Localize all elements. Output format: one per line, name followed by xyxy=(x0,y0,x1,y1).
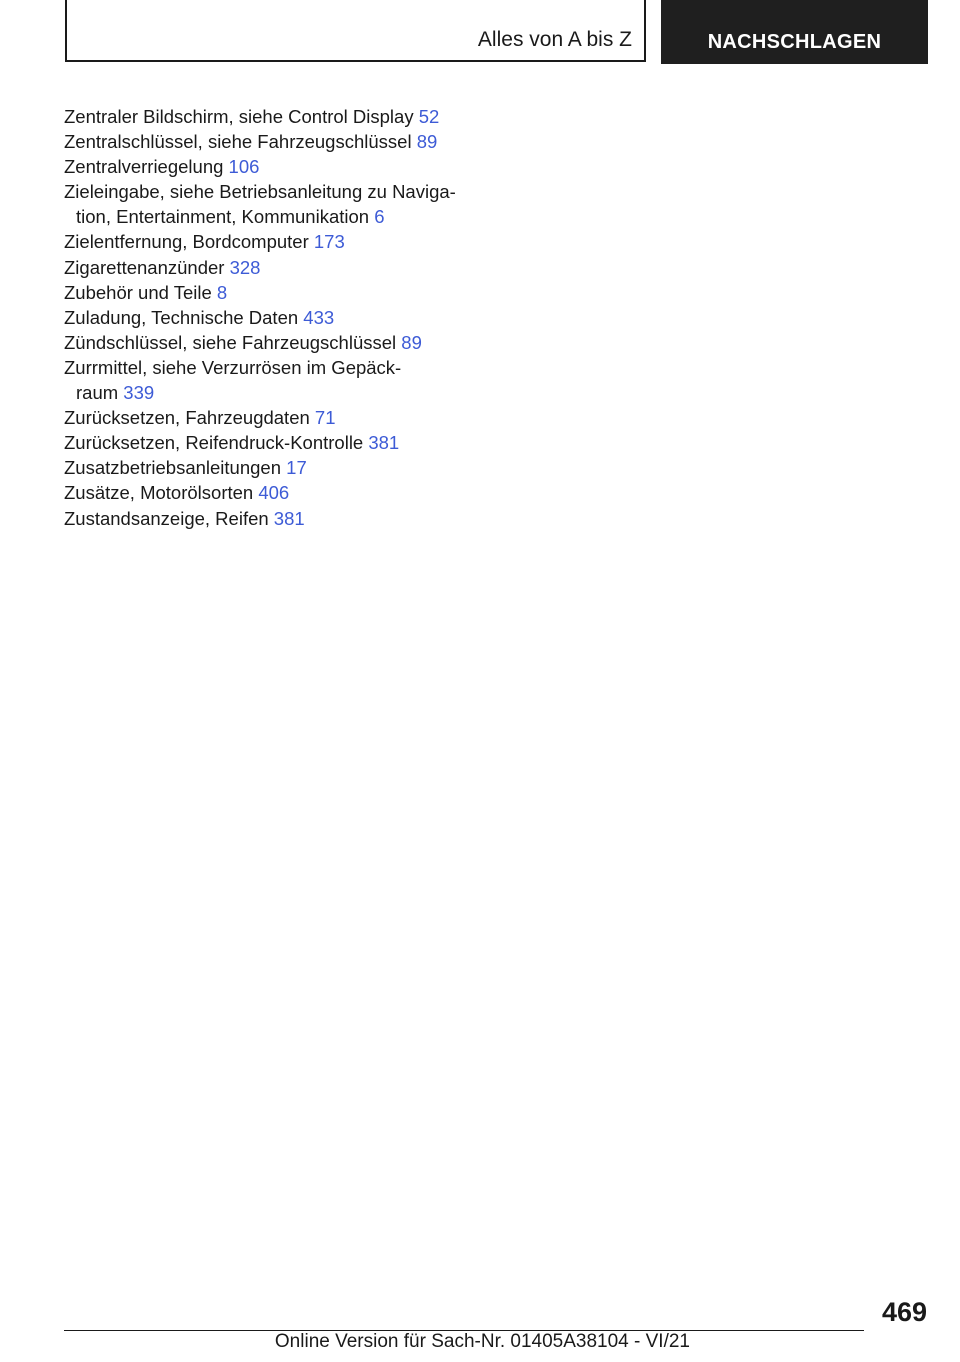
index-entry xyxy=(64,455,484,480)
index-entry-text: Zubehör und Teile xyxy=(64,281,212,303)
index-entry-continuation xyxy=(64,204,484,229)
index-entry-text: Zielentfernung, Bordcomputer xyxy=(64,231,309,253)
page-reference-link[interactable]: 89 xyxy=(416,131,438,153)
index-entry xyxy=(64,129,484,154)
index-entry xyxy=(64,405,484,430)
page-reference-link[interactable]: 328 xyxy=(229,256,261,278)
index-entry-text: Zigarettenanzünder xyxy=(64,256,225,278)
page-reference-link[interactable]: 381 xyxy=(273,507,305,529)
page-reference-link[interactable]: 433 xyxy=(303,306,335,328)
index-entry xyxy=(64,104,484,129)
chapter-tab-label: NACHSCHLAGEN xyxy=(707,31,882,53)
page-number: 469 xyxy=(881,1297,927,1327)
page-reference-link[interactable]: 8 xyxy=(216,281,228,303)
page-reference-link[interactable]: 89 xyxy=(401,331,422,353)
index-entry-text: Zusatzbetriebsanleitungen xyxy=(64,457,282,479)
index-entry xyxy=(64,280,484,305)
page-reference-link[interactable]: 6 xyxy=(374,206,385,228)
index-entry xyxy=(64,255,484,280)
index-entry xyxy=(64,229,484,254)
section-header-box xyxy=(65,0,646,62)
index-entry xyxy=(64,154,484,179)
index-entry-text: Zurücksetzen, Reifendruck-Kontrolle xyxy=(64,432,364,454)
page-reference-link[interactable]: 339 xyxy=(123,382,155,404)
page-reference-link[interactable]: 173 xyxy=(313,231,345,253)
index-entry-text: Zurücksetzen, Fahrzeugdaten xyxy=(64,407,310,429)
page-reference-link[interactable]: 71 xyxy=(314,407,336,429)
index-entry-continuation xyxy=(64,380,484,405)
page-reference-link[interactable]: 106 xyxy=(228,156,260,178)
index-entry-text: Zentralschlüssel, siehe Fahrzeugschlüssel xyxy=(64,131,412,153)
index-entry-text: Zustandsanzeige, Reifen xyxy=(64,507,269,529)
index-list xyxy=(64,104,484,531)
index-entry xyxy=(64,179,484,229)
index-entry-text: Zentraler Bildschirm, siehe Control Display xyxy=(64,106,414,127)
index-entry-text: Zusätze, Motorölsorten xyxy=(64,482,254,504)
section-title: Alles von A bis Z xyxy=(477,28,632,51)
index-entry xyxy=(64,480,484,505)
index-entry-text: Zuladung, Technische Daten xyxy=(64,306,299,328)
page-reference-link[interactable]: 17 xyxy=(286,457,307,479)
index-entry-text: Zieleingabe, siehe Betriebsanleitung zu Naviga- xyxy=(64,181,456,203)
index-entry-continuation-text: tion, Entertainment, Kommunikation xyxy=(76,206,370,228)
index-entry xyxy=(64,305,484,330)
page-reference-link[interactable]: 381 xyxy=(368,432,400,454)
index-entry-text: Zündschlüssel, siehe Fahrzeugschlüssel xyxy=(64,331,397,353)
index-entry xyxy=(64,506,484,531)
page-header xyxy=(65,0,928,64)
index-entry-text: Zentralverriegelung xyxy=(64,156,224,178)
footer-text: Online Version für Sach-Nr. 01405A38104 - VI/21 xyxy=(274,1331,690,1352)
index-entry xyxy=(64,355,484,405)
index-entry xyxy=(64,330,484,355)
index-entry-continuation-text: raum xyxy=(76,382,119,404)
page-reference-link[interactable]: 406 xyxy=(258,482,290,504)
chapter-tab xyxy=(661,0,928,64)
page-reference-link[interactable]: 52 xyxy=(418,106,440,127)
index-entry xyxy=(64,430,484,455)
index-entry-text: Zurrmittel, siehe Verzurrösen im Gepäck- xyxy=(64,356,402,378)
